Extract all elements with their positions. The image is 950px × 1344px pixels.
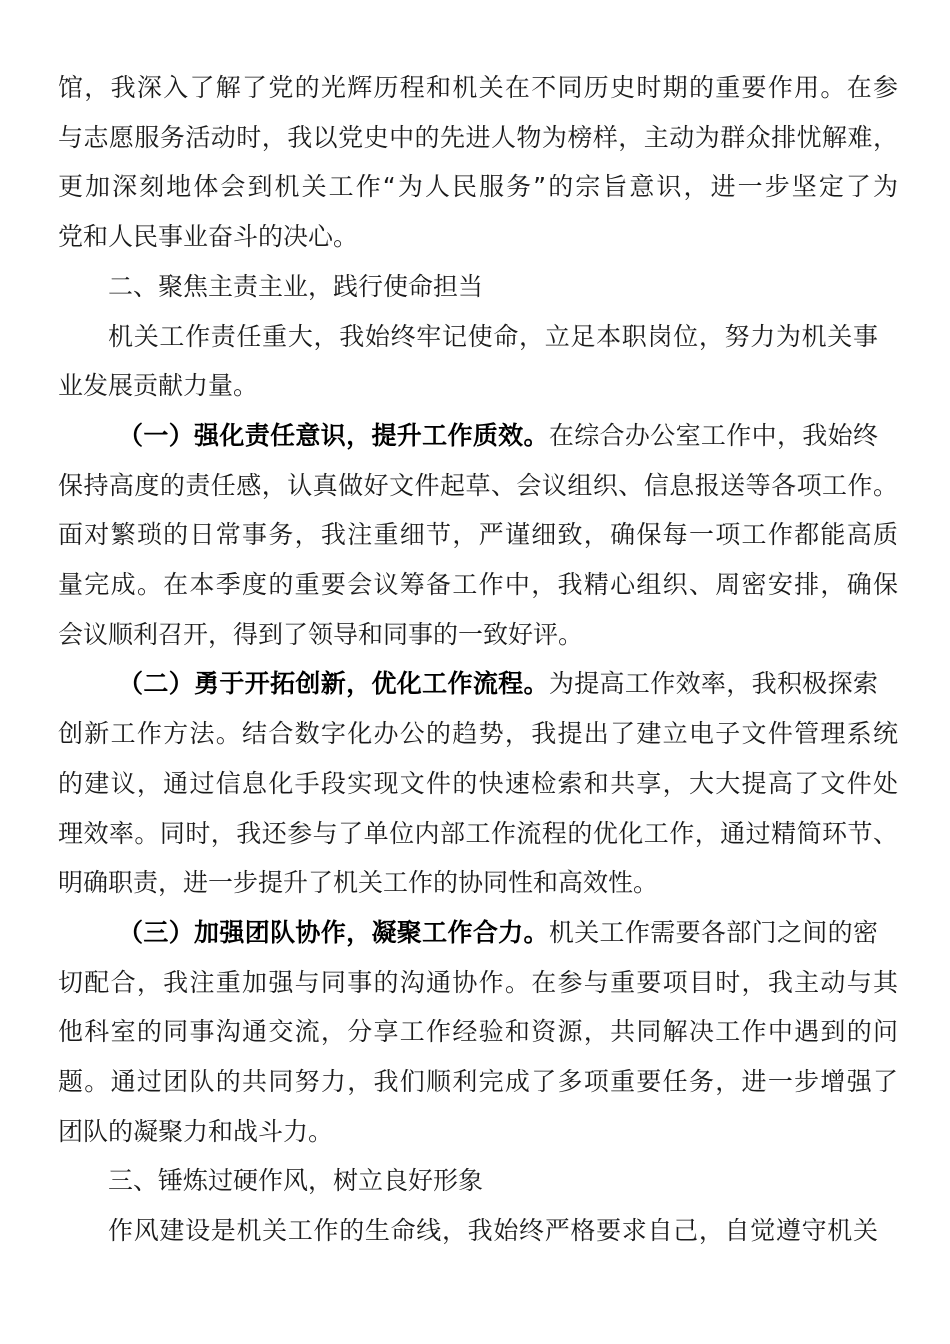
body-text-line: 会议顺利召开，得到了领导和同事的一致好评。 (58, 620, 584, 649)
section-heading-2: 二、聚焦主责主业，践行使命担当 (108, 272, 484, 301)
body-text-line: 业发展贡献力量。 (58, 371, 259, 400)
subsection-text-3: 机关工作需要各部门之间的密 (548, 918, 878, 947)
body-text-line: 明确职责，进一步提升了机关工作的协同性和高效性。 (58, 868, 659, 897)
subsection-text-2: 为提高工作效率，我积极探索 (548, 669, 878, 698)
body-text-line: 作风建设是机关工作的生命线，我始终严格要求自己，自觉遵守机关 (108, 1216, 878, 1245)
body-text-line: 与志愿服务活动时，我以党史中的先进人物为榜样，主动为群众排忧解难， (58, 123, 898, 152)
section-heading-3: 三、锤炼过硬作风，树立良好形象 (108, 1166, 484, 1195)
subsection-paragraph-3-first-line (118, 913, 878, 953)
subsection-text-1: 在综合办公室工作中，我始终 (548, 421, 878, 450)
body-text-line: 切配合，我注重加强与同事的沟通协作。在参与重要项目时，我主动与其 (58, 968, 898, 997)
body-text-line: 量完成。在本季度的重要会议筹备工作中，我精心组织、周密安排，确保 (58, 570, 898, 599)
body-text-line: 面对繁琐的日常事务，我注重细节，严谨细致，确保每一项工作都能高质 (58, 520, 898, 549)
body-text-line: 题。通过团队的共同努力，我们顺利完成了多项重要任务，进一步增强了 (58, 1067, 898, 1096)
body-text-line: 他科室的同事沟通交流，分享工作经验和资源，共同解决工作中遇到的问 (58, 1017, 898, 1046)
body-text-line: 更加深刻地体会到机关工作“为人民服务”的宗旨意识，进一步坚定了为 (58, 172, 898, 201)
body-text-line: 理效率。同时，我还参与了单位内部工作流程的优化工作，通过精简环节、 (58, 819, 898, 848)
body-text-line: 党和人民事业奋斗的决心。 (58, 222, 359, 251)
body-text-line: 馆，我深入了解了党的光辉历程和机关在不同历史时期的重要作用。在参 (58, 73, 898, 102)
body-text-line: 团队的凝聚力和战斗力。 (58, 1117, 334, 1146)
body-text-line: 的建议，通过信息化手段实现文件的快速检索和共享，大大提高了文件处 (58, 769, 898, 798)
body-text-line: 机关工作责任重大，我始终牢记使命，立足本职岗位，努力为机关事 (108, 322, 878, 351)
subsection-paragraph-1-first-line (118, 416, 878, 456)
body-text-line: 创新工作方法。结合数字化办公的趋势，我提出了建立电子文件管理系统 (58, 719, 898, 748)
subsection-heading-2: （二）勇于开拓创新，优化工作流程。 (118, 669, 549, 698)
subsection-heading-1: （一）强化责任意识，提升工作质效。 (118, 421, 549, 450)
subsection-paragraph-2-first-line (118, 664, 878, 704)
subsection-heading-3: （三）加强团队协作，凝聚工作合力。 (118, 918, 549, 947)
body-text-line: 保持高度的责任感，认真做好文件起草、会议组织、信息报送等各项工作。 (58, 471, 898, 500)
